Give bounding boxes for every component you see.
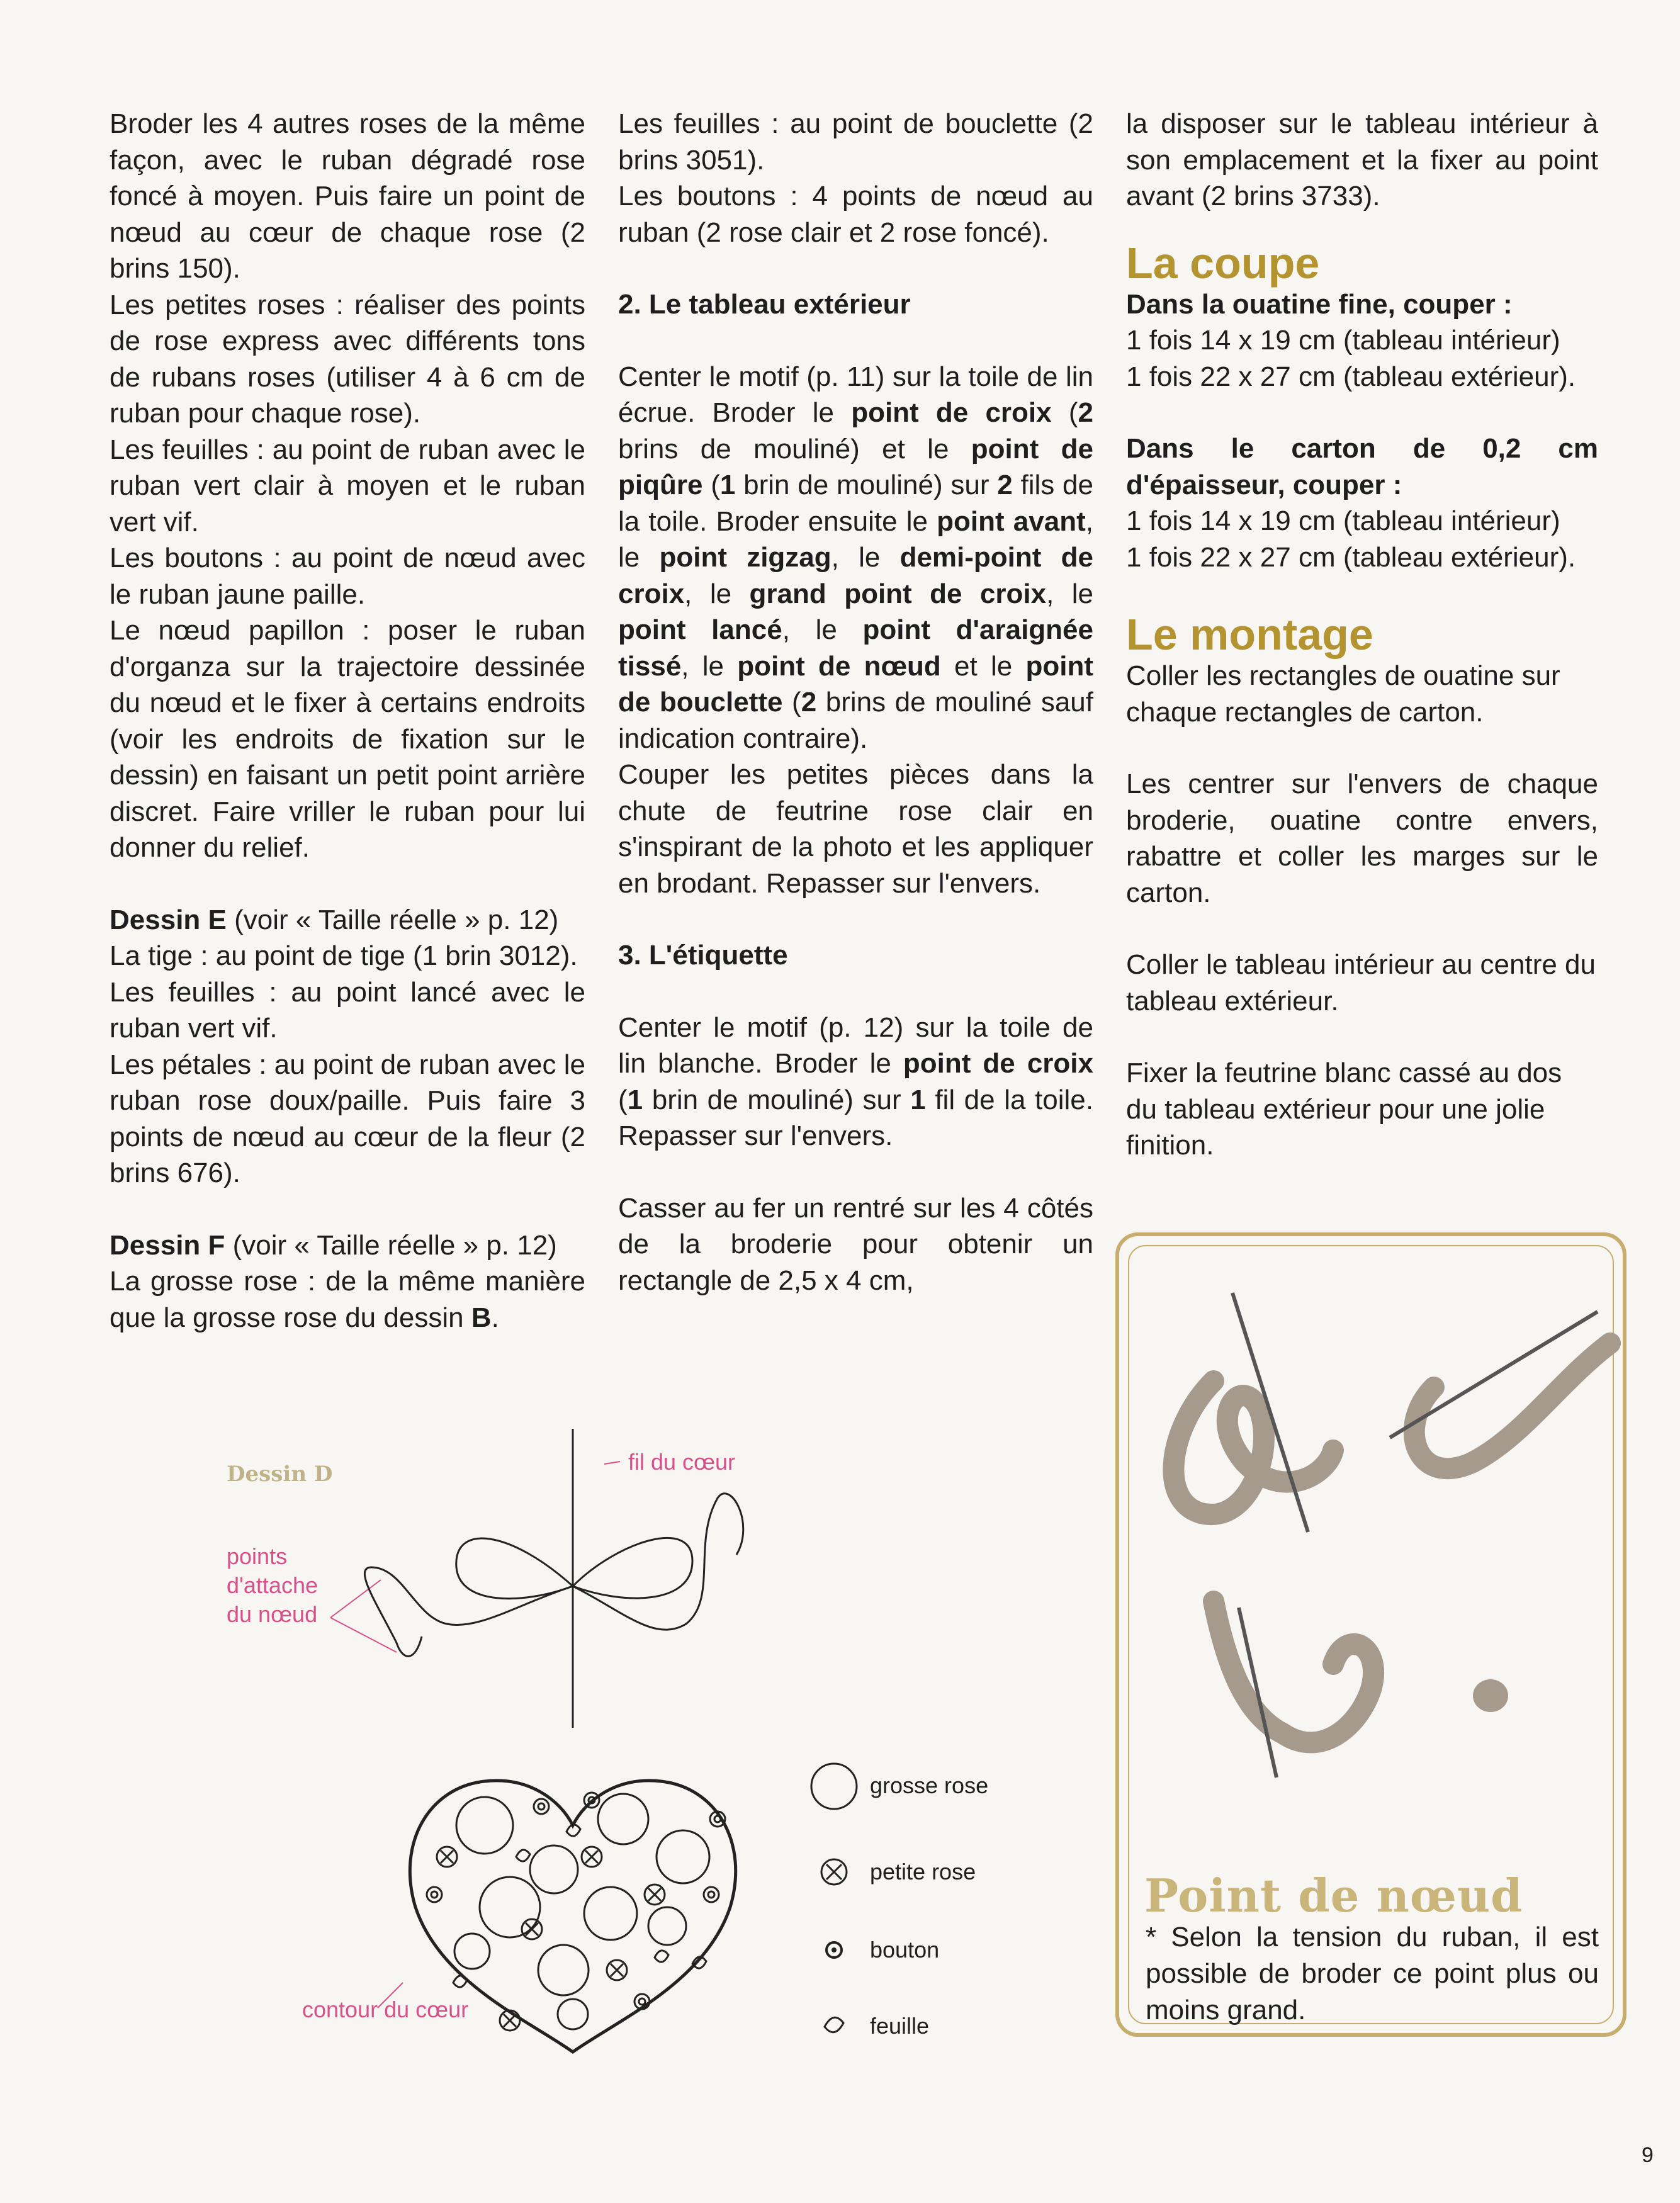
diagram-title: Dessin D <box>227 1462 333 1487</box>
paragraph: Center le motif (p. 11) sur la toile de lin écrue. Broder le point de croix (2 brins de mouliné) et le point de piqûre (1 brin de mouliné) sur 2 fils de la toile. Broder ensuite le point avant, le point zigzag, le demi-point de croix, le grand point de croix, le point lancé, le point d'araignée tissé, le point de nœud et le point de bouclette (2 brins de mouliné sauf indication contraire). <box>618 361 1094 754</box>
label-points-attache-1: points <box>227 1543 288 1569</box>
paragraph: Les feuilles : au point de ruban avec le ruban vert clair à moyen et le ruban vert vif. <box>110 434 585 538</box>
section-heading-tableau: 2. Le tableau extérieur <box>618 289 911 320</box>
paragraph: Center le motif (p. 12) sur la toile de lin blanche. Broder le point de croix (1 brin de mouliné) sur 1 fil de la toile. Repasser sur l'envers. <box>618 1011 1093 1151</box>
paragraph: Broder les 4 autres roses de la même façon, avec le ruban dégradé rose foncé à moyen. Puis faire un point de nœud au cœur de chaque rose (2 brins 150). <box>110 108 585 284</box>
subheading: Dans le carton de 0,2 cm d'épaisseur, couper : <box>1126 433 1598 500</box>
label-contour-du-coeur: contour du cœur <box>302 1997 469 2022</box>
label-fil-du-coeur: fil du cœur <box>628 1449 736 1475</box>
photo-title: Point de nœud <box>1144 1869 1523 1922</box>
page-number: 9 <box>1642 2143 1654 2167</box>
paragraph: la disposer sur le tableau intérieur à son emplacement et la fixer au point avant (2 brins 3733). <box>1126 108 1598 211</box>
paragraph: Les feuilles : au point de bouclette (2 brins 3051). <box>618 108 1093 176</box>
paragraph: Le nœud papillon : poser le ruban d'organza sur la trajectoire dessinée du nœud et le fixer à certains endroits (voir les endroits de fixation sur le dessin) en faisant un petit point arrière discret. Faire vriller le ruban pour lui donner du relief. <box>110 615 585 863</box>
paragraph: La tige : au point de tige (1 brin 3012). <box>110 940 578 971</box>
section-heading-coupe: La coupe <box>1126 238 1320 288</box>
paragraph: Les boutons : au point de nœud avec le ruban jaune paille. <box>110 543 585 610</box>
photo-box <box>1115 1232 1626 2037</box>
legend-grosse-rose-icon <box>811 1764 857 1809</box>
section-heading-montage: Le montage <box>1126 610 1373 659</box>
legend-petite-rose: petite rose <box>870 1859 976 1885</box>
legend-grosse-rose: grosse rose <box>870 1772 989 1798</box>
legend-feuille-icon <box>825 2017 843 2032</box>
paragraph: Couper les petites pièces dans la chute de feutrine rose clair en s'inspirant de la photo et les appliquer en brodant. Repasser sur l'envers. <box>618 759 1093 899</box>
paragraph: La grosse rose : de la même manière que la grosse rose du dessin B. <box>110 1266 585 1333</box>
paragraph: Coller les rectangles de ouatine sur chaque rectangles de carton. <box>1126 660 1560 728</box>
label-points-attache-2: d'attache <box>227 1572 318 1598</box>
dessin-f-heading: Dessin F (voir « Taille réelle » p. 12) <box>110 1229 557 1261</box>
legend-bouton: bouton <box>870 1937 940 1963</box>
paragraph: Fixer la feutrine blanc cassé au dos du tableau extérieur pour une jolie finition. <box>1126 1057 1562 1161</box>
ribbon-photo-illustration <box>1119 1236 1623 1866</box>
subheading: Dans la ouatine fine, couper : <box>1126 288 1513 320</box>
legend-feuille: feuille <box>870 2013 930 2039</box>
list-item: 1 fois 14 x 19 cm (tableau intérieur) <box>1126 505 1560 536</box>
text-column-1 <box>110 106 585 1336</box>
paragraph: Les petites roses : réaliser des points de rose express avec différents tons de rubans roses (utiliser 4 à 6 cm de ruban pour chaque rose). <box>110 289 585 429</box>
paragraph: Casser au fer un rentré sur les 4 côtés de la broderie pour obtenir un rectangle de 2,5 x 4 cm, <box>618 1192 1093 1296</box>
heart-drawing <box>214 1416 1070 2096</box>
label-points-attache-3: du nœud <box>227 1601 318 1627</box>
paragraph: Les feuilles : au point lancé avec le ruban vert vif. <box>110 976 585 1044</box>
paragraph: Les boutons : 4 points de nœud au ruban (2 rose clair et 2 rose foncé). <box>618 181 1093 248</box>
section-heading-etiquette: 3. L'étiquette <box>618 940 788 971</box>
list-item: 1 fois 22 x 27 cm (tableau extérieur). <box>1126 361 1576 392</box>
text-column-2 <box>618 106 1093 1299</box>
list-item: 1 fois 22 x 27 cm (tableau extérieur). <box>1126 541 1576 573</box>
list-item: 1 fois 14 x 19 cm (tableau intérieur) <box>1126 325 1560 356</box>
paragraph: Coller le tableau intérieur au centre du tableau extérieur. <box>1126 949 1596 1017</box>
dessin-d-diagram <box>214 1416 1070 2096</box>
text-column-3 <box>1126 106 1598 1164</box>
dessin-e-heading: Dessin E (voir « Taille réelle » p. 12) <box>110 904 559 935</box>
paragraph: Les centrer sur l'envers de chaque broderie, ouatine contre envers, rabattre et coller les marges sur le carton. <box>1126 769 1598 908</box>
paragraph: Les pétales : au point de ruban avec le ruban rose doux/paille. Puis faire 3 points de nœud au cœur de la fleur (2 brins 676). <box>110 1049 585 1188</box>
photo-caption: * Selon la tension du ruban, il est possible de broder ce point plus ou moins grand. <box>1146 1922 1599 2026</box>
